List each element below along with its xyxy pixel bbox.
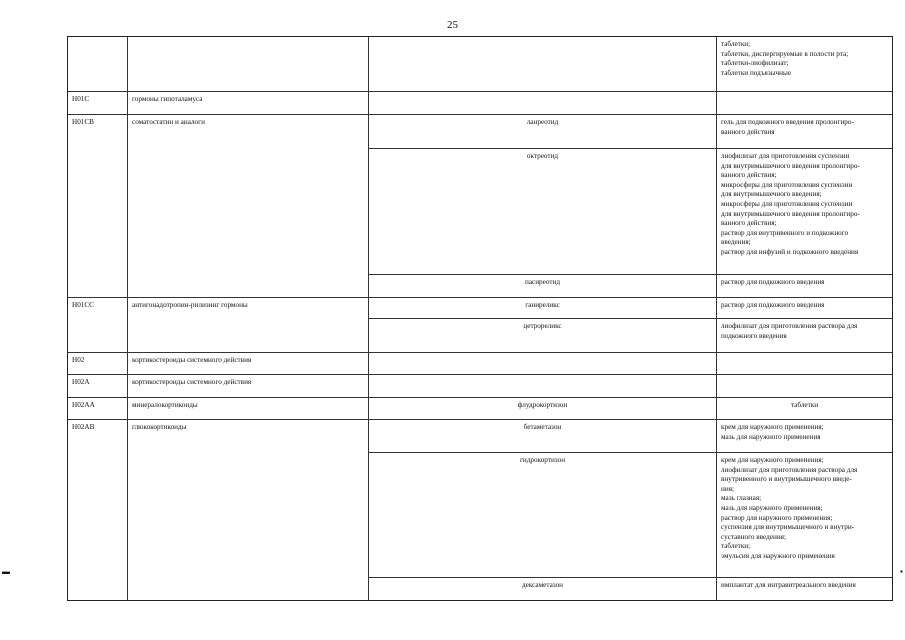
- dosage-form-cell: крем для наружного применения; лиофилизат для приготовления раствора для внутривенного и внутримышечного введе- ния; мазь глазная; мазь для наружного применения; раствор для наружного применения; суспензия для внутримышечного и внутри- суставного введения; таблетки; эмульсия для наружного применения: [721, 456, 858, 560]
- drug-subrow: [369, 115, 892, 149]
- drug-subrow: [369, 275, 892, 297]
- drug-subrow: [369, 398, 892, 419]
- drug-table: [67, 36, 893, 601]
- drug-name-cell: ганиреликс: [369, 298, 717, 318]
- table-row: [68, 92, 892, 115]
- table-row: [68, 398, 892, 420]
- drug-name-cell: [369, 92, 717, 114]
- drug-subrow: [369, 353, 892, 374]
- drug-subrow: [369, 420, 892, 453]
- dosage-form-cell: [717, 353, 892, 374]
- dosage-form-cell: гель для подкожного введения пролонгиро- ванного действия: [721, 118, 854, 136]
- dosage-form-cell: таблетки; таблетки, диспергируемые в полости рта; таблетки-лиофилизат; таблетки подъязычные: [721, 40, 849, 77]
- drug-name-cell: флудрокортизон: [369, 398, 717, 419]
- table-row: [68, 375, 892, 398]
- atc-code-cell: H02A: [68, 375, 128, 397]
- dosage-form-cell: имплантат для интравитреального введения: [721, 581, 856, 589]
- drug-subrow: [369, 92, 892, 114]
- dosage-form-cell: лиофилизат для приготовления раствора для подкожного введения: [721, 322, 858, 340]
- anatomical-group-cell: соматостатин и аналоги: [128, 115, 369, 297]
- dosage-form-cell: [717, 92, 892, 114]
- drug-subrow: [369, 375, 892, 397]
- drug-subrow: [369, 578, 892, 600]
- right-edge-mark: ▪: [900, 567, 903, 576]
- table-row: [68, 353, 892, 375]
- anatomical-group-cell: [128, 37, 369, 91]
- atc-code-cell: H02AB: [68, 420, 128, 600]
- table-row: [68, 298, 892, 353]
- atc-code-cell: H01CC: [68, 298, 128, 352]
- anatomical-group-cell: минералокортикоиды: [128, 398, 369, 419]
- drug-subrow: [369, 37, 892, 91]
- table-row: [68, 115, 892, 298]
- atc-code-cell: H01C: [68, 92, 128, 114]
- dosage-form-cell: таблетки: [790, 401, 819, 409]
- drug-name-cell: пасиреотид: [369, 275, 717, 297]
- anatomical-group-cell: гормоны гипоталамуса: [128, 92, 369, 114]
- table-row: [68, 37, 892, 92]
- atc-code-cell: H02: [68, 353, 128, 374]
- drug-name-cell: бетаметазон: [369, 420, 717, 452]
- dosage-form-cell: раствор для подкожного введения: [721, 301, 825, 309]
- drug-name-cell: дексаметазон: [369, 578, 717, 600]
- dosage-form-cell: лиофилизат для приготовления суспензии для внутримышечного введения пролонгиро- ванного действия; микросферы для приготовления суспензии для внутримышечного введения; микросферы для приготовления суспензии для внутримышечного введения пролонгиро- ванного действия; раствор для внутривенного и подкожного введения; раствор для инфузий и подкожного введения: [721, 152, 860, 256]
- table-row: [68, 420, 892, 600]
- anatomical-group-cell: глюкокортикоиды: [128, 420, 369, 600]
- anatomical-group-cell: кортикостероиды системного действия: [128, 375, 369, 397]
- drug-name-cell: октреотид: [369, 149, 717, 274]
- atc-code-cell: [68, 37, 128, 91]
- atc-code-cell: H01CB: [68, 115, 128, 297]
- drug-subrow: [369, 298, 892, 319]
- atc-code-cell: H02AA: [68, 398, 128, 419]
- drug-subrow: [369, 319, 892, 352]
- anatomical-group-cell: кортикостероиды системного действия: [128, 353, 369, 374]
- drug-subrow: [369, 149, 892, 275]
- dosage-form-cell: крем для наружного применения; мазь для наружного применения: [721, 423, 824, 441]
- drug-name-cell: ланреотид: [369, 115, 717, 148]
- left-edge-mark: ▬: [2, 567, 10, 576]
- drug-name-cell: [369, 353, 717, 374]
- drug-subrow: [369, 453, 892, 578]
- dosage-form-cell: [717, 375, 892, 397]
- drug-name-cell: цетрореликс: [369, 319, 717, 352]
- anatomical-group-cell: антигонадотропин-рилизинг гормоны: [128, 298, 369, 352]
- drug-name-cell: [369, 375, 717, 397]
- dosage-form-cell: раствор для подкожного введения: [721, 278, 825, 286]
- drug-name-cell: гидрокортизон: [369, 453, 717, 577]
- drug-name-cell: [369, 37, 717, 91]
- page-number: 25: [447, 19, 458, 31]
